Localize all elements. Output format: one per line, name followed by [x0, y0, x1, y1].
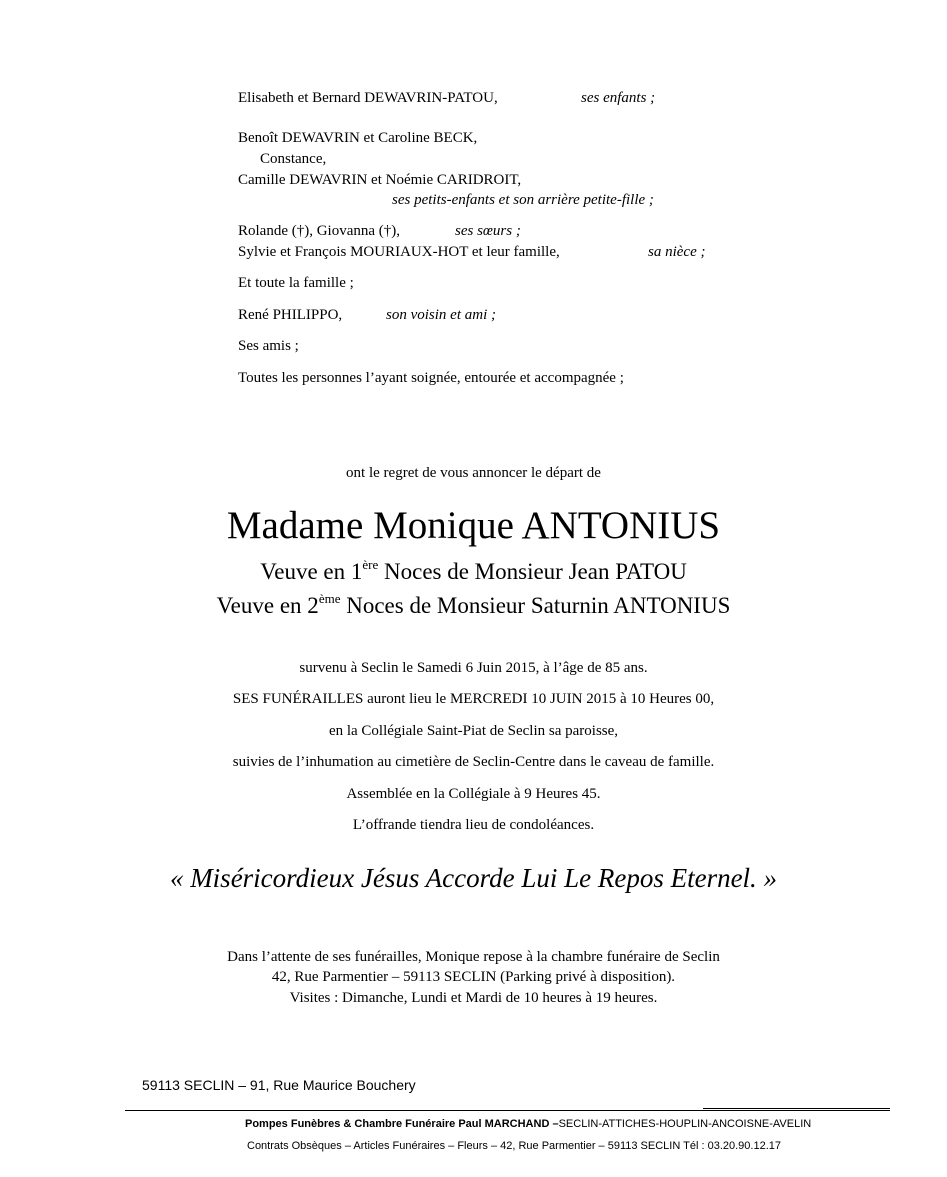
neighbor-role: son voisin et ami ;: [386, 307, 496, 323]
whole-family: Et toute la famille ;: [238, 275, 354, 291]
footer-divider: [125, 1110, 890, 1111]
footer-company-line: [245, 1117, 811, 1131]
grandchild-1: Benoît DEWAVRIN et Caroline BECK,: [238, 130, 478, 146]
sisters-names: Rolande (†), Giovanna (†),: [238, 223, 401, 239]
death-details: survenu à Seclin le Samedi 6 Juin 2015, à l’âge de 85 ans.: [299, 660, 648, 676]
family-children-line: [238, 89, 498, 107]
church-details: en la Collégiale Saint-Piat de Seclin sa paroisse,: [328, 723, 619, 739]
footer-address: 59113 SECLIN – 91, Rue Maurice Bouchery: [142, 1077, 416, 1093]
visitation-line-1: Dans l’attente de ses funérailles, Monique repose à la chambre funéraire de Seclin: [227, 949, 720, 965]
assembly-details: Assemblée en la Collégiale à 9 Heures 45.: [346, 786, 601, 802]
children-role: ses enfants ;: [581, 90, 656, 106]
second-widow-line: [0, 592, 947, 620]
footer-company-name: Pompes Funèbres & Chambre Funéraire Paul MARCHAND –: [245, 1118, 559, 1130]
visitation-line-3: Visites : Dimanche, Lundi et Mardi de 10 heures à 19 heures.: [289, 990, 658, 1006]
funeral-details: SES FUNÉRAILLES auront lieu le MERCREDI 10 JUIN 2015 à 10 Heures 00,: [232, 691, 715, 707]
footer-divider-accent: [703, 1108, 890, 1109]
visitation-line-2: 42, Rue Parmentier – 59113 SECLIN (Parking privé à disposition).: [271, 969, 676, 985]
niece-role: sa nièce ;: [648, 244, 706, 260]
prayer-quote: « Miséricordieux Jésus Accorde Lui Le Repos Eternel. »: [169, 863, 778, 893]
footer-services: Contrats Obsèques – Articles Funéraires – Fleurs – 42, Rue Parmentier – 59113 SECLIN Tél : 03.20.90.12.17: [247, 1140, 781, 1152]
grandchild-2: Camille DEWAVRIN et Noémie CARIDROIT,: [238, 172, 522, 188]
first-widow-sup: ère: [362, 557, 379, 572]
sisters-role: ses sœurs ;: [455, 223, 521, 239]
children-names: Elisabeth et Bernard DEWAVRIN-PATOU,: [238, 90, 498, 106]
first-widow-suffix: Noces de Monsieur Jean PATOU: [378, 559, 687, 584]
great-grandchild: Constance,: [260, 151, 327, 167]
announcement-intro: ont le regret de vous annoncer le départ de: [346, 465, 601, 481]
friends: Ses amis ;: [238, 338, 299, 354]
caregivers: Toutes les personnes l’ayant soignée, entourée et accompagnée ;: [238, 370, 624, 386]
second-widow-suffix: Noces de Monsieur Saturnin ANTONIUS: [340, 593, 731, 618]
second-widow-prefix: Veuve en 2: [216, 593, 319, 618]
burial-details: suivies de l’inhumation au cimetière de Seclin-Centre dans le caveau de famille.: [232, 754, 715, 770]
grandchildren-role: ses petits-enfants et son arrière petite-fille ;: [392, 192, 654, 208]
first-widow-prefix: Veuve en 1: [260, 559, 363, 584]
neighbor-name: René PHILIPPO,: [238, 307, 343, 323]
first-widow-line: [0, 558, 947, 586]
niece-names: Sylvie et François MOURIAUX-HOT et leur famille,: [238, 244, 560, 260]
deceased-name: Madame Monique ANTONIUS: [226, 504, 721, 547]
footer-company-locations: SECLIN-ATTICHES-HOUPLIN-ANCOISNE-AVELIN: [558, 1118, 812, 1130]
offering-details: L’offrande tiendra lieu de condoléances.: [352, 817, 595, 833]
second-widow-sup: ème: [318, 591, 341, 606]
